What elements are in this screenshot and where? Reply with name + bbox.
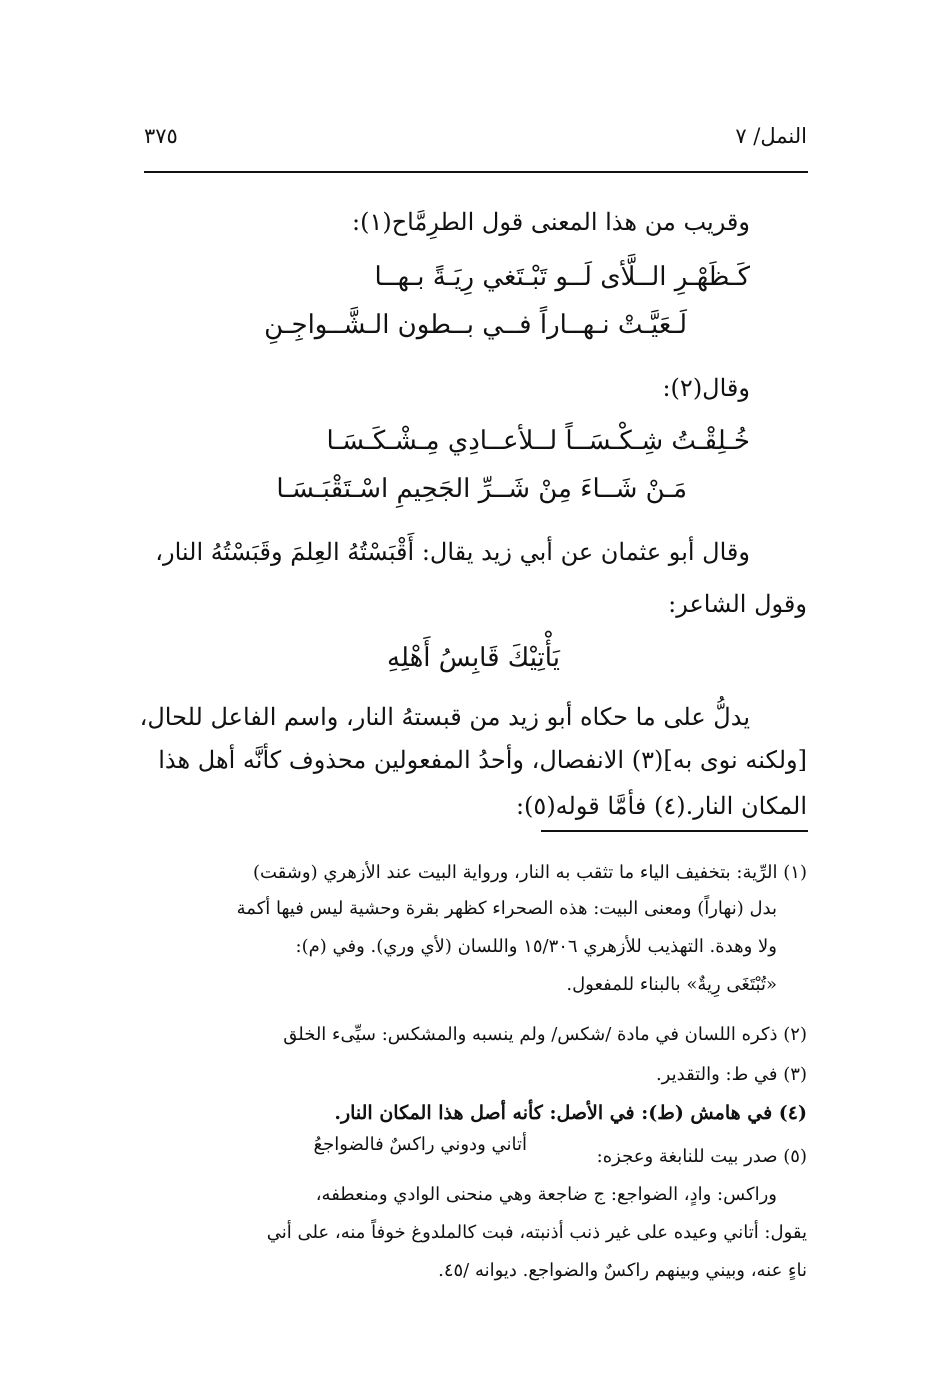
footnote-1-line1: (١) الرِّية: بتخفيف الياء ما تثقب به النار، ورواية البيت عند الأزهري (وشقت) xyxy=(253,862,807,883)
footnote-5-line3: يقول: أتاني وعيده على غير ذنب أذنبته، فبت كالملدوغ خوفاً منه، على أني xyxy=(266,1222,807,1243)
footnote-2: (٢) ذكره اللسان في مادة /شكس/ ولم ينسبه والمشكس: سيِّىء الخلق xyxy=(283,1024,807,1045)
footnote-5-verse: أتاني ودوني راكسٌ فالضواجعُ xyxy=(313,1134,527,1155)
footnote-1-line4: «تُبْتَغَى رِيةٌ» بالبناء للمفعول. xyxy=(566,974,777,995)
footnote-3: (٣) في ط: والتقدير. xyxy=(655,1064,807,1085)
para1-line2: وقول الشاعر: xyxy=(668,590,807,618)
para2-line3: المكان النار.(٤) فأمَّا قوله(٥): xyxy=(515,792,807,820)
running-title: النمل/ ٧ xyxy=(735,124,807,148)
para2-line1: يدلُّ على ما حكاه أبو زيد من قبستهُ النار، واسم الفاعل للحال، xyxy=(139,703,750,731)
footnote-5-intro: (٥) صدر بيت للنابغة وعجزه: xyxy=(596,1146,807,1167)
verse1-line2: لَـعَيَّـتْ نـهــاراً فــي بــطون الـشَّــواجِـنِ xyxy=(264,310,687,340)
verse3: يَأْتِيْكَ قَابِسُ أَهْلِهِ xyxy=(387,643,560,673)
intro-line: وقريب من هذا المعنى قول الطرِمَّاح(١): xyxy=(351,208,750,236)
para2-line2: [ولكنه نوى به](٣) الانفصال، وأحدُ المفعولين محذوف كأنَّه أهل هذا xyxy=(158,746,807,774)
verse1-line1: كَـظَهْـرِ الــلَّأى لَــو تَبْـتَغي رِيَـةً بـهــا xyxy=(374,262,750,292)
footnote-rule xyxy=(541,830,808,832)
footnote-5-line2: وراكس: وادٍ، الضواجع: ج ضاجعة وهي منحنى الوادي ومنعطفه، xyxy=(315,1184,777,1205)
footnote-5-line4: ناءٍ عنه، وبيني وبينهم راكسٌ والضواجع. ديوانه /٤٥. xyxy=(438,1260,807,1281)
said-line: وقال(٢): xyxy=(662,374,750,402)
page-number: ٣٧٥ xyxy=(144,124,178,148)
footnote-1-line2: بدل (نهاراً) ومعنى البيت: هذه الصحراء كظهر بقرة وحشية ليس فيها أكمة xyxy=(236,898,777,919)
verse2-line2: مَـنْ شَــاءَ مِنْ شَــرِّ الجَحِيمِ اسْـتَقْبَـسَـا xyxy=(276,474,687,504)
footnote-4: (٤) في هامش (ط): في الأصل: كأنه أصل هذا المكان النار. xyxy=(334,1102,807,1124)
verse2-line1: خُـلِقْـتُ شِـكْـسَــاً لــلأعــادِي مِـشْـكَـسَـا xyxy=(326,426,750,456)
para1-line1: وقال أبو عثمان عن أبي زيد يقال: أَقْبَسْتُهُ العِلمَ وقَبَسْتُهُ النار، xyxy=(155,538,750,566)
header-rule xyxy=(144,171,808,173)
footnote-1-line3: ولا وهدة. التهذيب للأزهري ١٥/٣٠٦ واللسان (لأي وري). وفي (م): xyxy=(295,936,777,957)
